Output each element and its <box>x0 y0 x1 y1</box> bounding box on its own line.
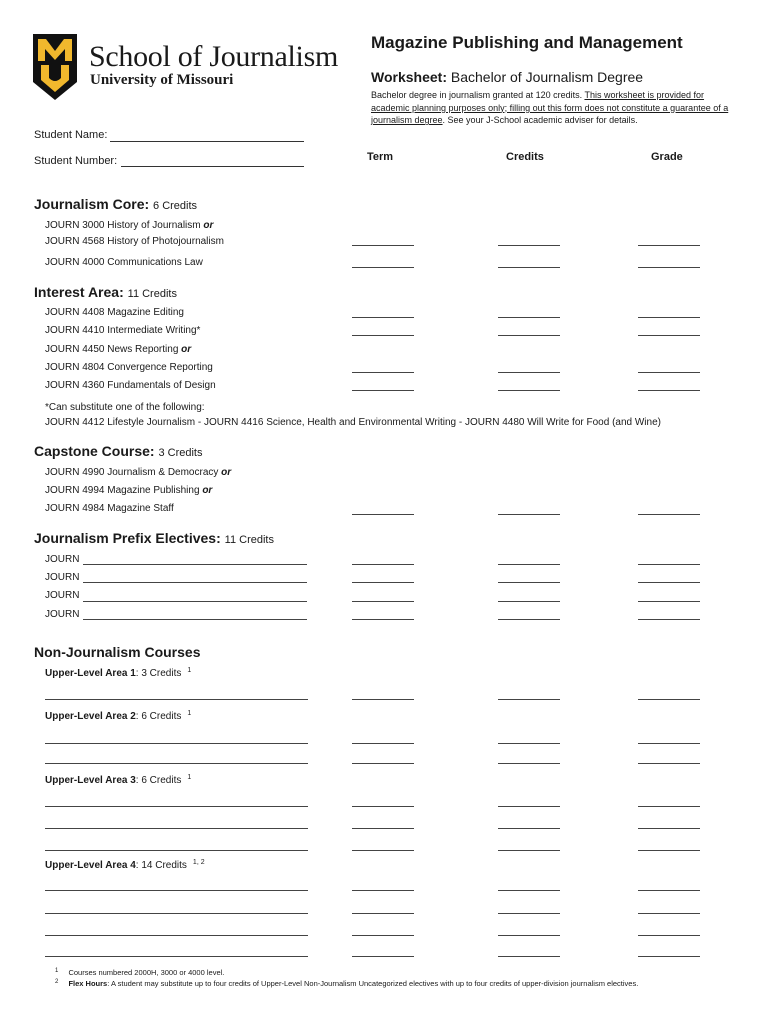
grade-field[interactable] <box>638 372 700 373</box>
area-label: Upper-Level Area 3: 6 Credits $^1$ <box>45 774 192 786</box>
course-name-field[interactable] <box>45 828 308 829</box>
grade-field[interactable] <box>638 850 700 851</box>
student-number-label: Student Number: <box>34 155 118 167</box>
course-name-field[interactable] <box>45 935 308 936</box>
section-core-title: Journalism Core: 6 Credits <box>34 196 198 212</box>
term-field[interactable] <box>352 245 414 246</box>
course-name-field[interactable] <box>83 564 307 565</box>
course-name-field[interactable] <box>83 582 307 583</box>
credits-field[interactable] <box>498 743 560 744</box>
university-name: University of Missouri <box>90 72 234 88</box>
credits-field[interactable] <box>498 763 560 764</box>
grade-field[interactable] <box>638 806 700 807</box>
footnote-2: $^2$ Flex Hours: A student may substitute up to four credits of Upper-Level Non-Journalism Uncategorized electives with up to four credits of upper-division journalism electives. <box>55 979 639 988</box>
section-electives-title: Journalism Prefix Electives: 11 Credits <box>34 530 274 546</box>
section-nonjourn-title: Non-Journalism Courses <box>34 644 201 660</box>
credits-field[interactable] <box>498 935 560 936</box>
term-field[interactable] <box>352 763 414 764</box>
grade-field[interactable] <box>638 619 700 620</box>
note-tail: . See your J-School academic adviser for details. <box>442 115 638 126</box>
elective-prefix: JOURN <box>45 590 80 601</box>
substitution-note: *Can substitute one of the following: <box>45 402 205 413</box>
term-field[interactable] <box>352 890 414 891</box>
section-interest-title: Interest Area: 11 Credits <box>34 284 177 300</box>
course-name-field[interactable] <box>83 619 307 620</box>
credits-field[interactable] <box>498 335 560 336</box>
worksheet-title: Bachelor of Journalism Degree <box>450 69 644 85</box>
term-field[interactable] <box>352 317 414 318</box>
term-field[interactable] <box>352 601 414 602</box>
grade-field[interactable] <box>638 335 700 336</box>
term-field[interactable] <box>352 806 414 807</box>
course-row: JOURN 4450 News Reporting or <box>45 344 192 355</box>
grade-field[interactable] <box>638 601 700 602</box>
credits-field[interactable] <box>498 913 560 914</box>
credits-field[interactable] <box>498 390 560 391</box>
elective-prefix: JOURN <box>45 609 80 620</box>
grade-field[interactable] <box>638 913 700 914</box>
area-label: Upper-Level Area 4: 14 Credits $^{1, 2}$ <box>45 859 205 871</box>
course-row: JOURN 4410 Intermediate Writing* <box>45 325 201 336</box>
term-field[interactable] <box>352 935 414 936</box>
term-field[interactable] <box>352 956 414 957</box>
disclaimer-note <box>371 89 741 127</box>
grade-field[interactable] <box>638 763 700 764</box>
col-credits: Credits <box>506 151 544 163</box>
course-name-field[interactable] <box>45 956 308 957</box>
grade-field[interactable] <box>638 564 700 565</box>
credits-field[interactable] <box>498 956 560 957</box>
area-label: Upper-Level Area 1: 3 Credits $^1$ <box>45 667 192 679</box>
credits-field[interactable] <box>498 267 560 268</box>
term-field[interactable] <box>352 699 414 700</box>
grade-field[interactable] <box>638 890 700 891</box>
grade-field[interactable] <box>638 743 700 744</box>
credits-field[interactable] <box>498 619 560 620</box>
course-name-field[interactable] <box>45 806 308 807</box>
school-name: School of Journalism <box>89 40 338 73</box>
term-field[interactable] <box>352 372 414 373</box>
course-row: JOURN 4984 Magazine Staff <box>45 503 174 514</box>
student-number-field[interactable] <box>121 166 304 167</box>
grade-field[interactable] <box>638 245 700 246</box>
grade-field[interactable] <box>638 514 700 515</box>
term-field[interactable] <box>352 564 414 565</box>
course-row: JOURN 4994 Magazine Publishing or <box>45 485 213 496</box>
term-field[interactable] <box>352 335 414 336</box>
credits-field[interactable] <box>498 850 560 851</box>
term-field[interactable] <box>352 582 414 583</box>
course-row: JOURN 4360 Fundamentals of Design <box>45 380 216 391</box>
course-name-field[interactable] <box>45 850 308 851</box>
grade-field[interactable] <box>638 699 700 700</box>
credits-field[interactable] <box>498 317 560 318</box>
program-title: Magazine Publishing and Management <box>371 33 683 52</box>
substitution-list: JOURN 4412 Lifestyle Journalism - JOURN 4416 Science, Health and Environmental Writing - JOURN 4480 Will Write for Food (and Wine) <box>45 417 661 428</box>
worksheet-label: Worksheet: <box>371 69 447 85</box>
term-field[interactable] <box>352 514 414 515</box>
elective-prefix: JOURN <box>45 554 80 565</box>
note-plain: Bachelor degree in journalism granted at 120 credits. <box>371 90 583 100</box>
grade-field[interactable] <box>638 828 700 829</box>
term-field[interactable] <box>352 828 414 829</box>
course-row: JOURN 4408 Magazine Editing <box>45 307 184 318</box>
elective-prefix: JOURN <box>45 572 80 583</box>
grade-field[interactable] <box>638 267 700 268</box>
credits-field[interactable] <box>498 372 560 373</box>
grade-field[interactable] <box>638 317 700 318</box>
area-label: Upper-Level Area 2: 6 Credits $^1$ <box>45 710 192 722</box>
course-row: JOURN 4000 Communications Law <box>45 257 203 268</box>
term-field[interactable] <box>352 267 414 268</box>
col-grade: Grade <box>651 151 683 163</box>
credits-field[interactable] <box>498 601 560 602</box>
course-name-field[interactable] <box>45 763 308 764</box>
credits-field[interactable] <box>498 514 560 515</box>
credits-field[interactable] <box>498 890 560 891</box>
student-name-label: Student Name: <box>34 129 108 141</box>
credits-field[interactable] <box>498 245 560 246</box>
grade-field[interactable] <box>638 956 700 957</box>
course-name-field[interactable] <box>83 601 307 602</box>
course-row: JOURN 3000 History of Journalism or <box>45 220 214 231</box>
note-underlined: This worksheet is provided for academic planning purposes only; filling out this form does not constitute a guarantee of a journalism degree <box>371 90 729 126</box>
term-field[interactable] <box>352 619 414 620</box>
term-field[interactable] <box>352 850 414 851</box>
term-field[interactable] <box>352 913 414 914</box>
course-row: JOURN 4804 Convergence Reporting <box>45 362 213 373</box>
mu-logo-icon <box>33 34 77 100</box>
student-name-field[interactable] <box>110 141 304 142</box>
worksheet-heading <box>371 69 643 85</box>
credits-field[interactable] <box>498 582 560 583</box>
credits-field[interactable] <box>498 806 560 807</box>
grade-field[interactable] <box>638 390 700 391</box>
credits-field[interactable] <box>498 564 560 565</box>
credits-field[interactable] <box>498 699 560 700</box>
course-row: JOURN 4568 History of Photojournalism <box>45 236 224 247</box>
credits-field[interactable] <box>498 828 560 829</box>
col-term: Term <box>367 151 394 163</box>
grade-field[interactable] <box>638 582 700 583</box>
section-capstone-title: Capstone Course: 3 Credits <box>34 443 203 459</box>
footnote-1: $^1$ Courses numbered 2000H, 3000 or 4000 level. <box>55 968 225 977</box>
course-name-field[interactable] <box>45 890 308 891</box>
grade-field[interactable] <box>638 935 700 936</box>
course-name-field[interactable] <box>45 699 308 700</box>
term-field[interactable] <box>352 743 414 744</box>
course-name-field[interactable] <box>45 743 308 744</box>
term-field[interactable] <box>352 390 414 391</box>
course-row: JOURN 4990 Journalism & Democracy or <box>45 467 232 478</box>
course-name-field[interactable] <box>45 913 308 914</box>
